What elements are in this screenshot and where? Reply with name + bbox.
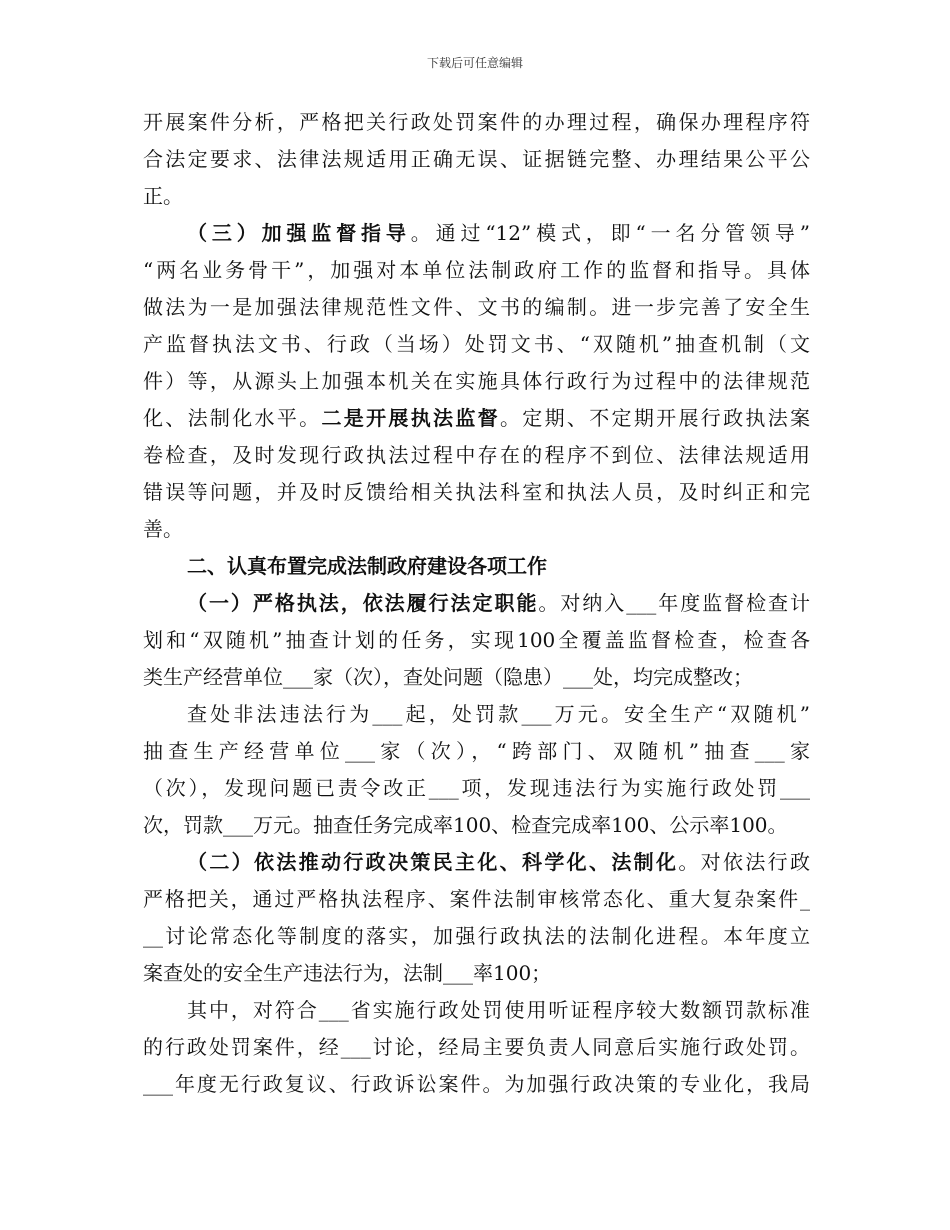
body-text: 件）等，从源头上加强本机关在实施具体行政行为过程中的法律规范 [143, 369, 810, 393]
body-text: 划和“双随机”抽查计划的任务，实现100全覆盖监督检查，检查各 [143, 628, 810, 652]
text-line [143, 400, 810, 437]
text-line [143, 733, 810, 770]
body-text: 其中，对符合___省实施行政处罚使用听证程序较大数额罚款标准 [187, 998, 810, 1022]
body-text: （次），发现问题已责令改正___项，发现违法行为实施行政处罚___ [143, 776, 810, 800]
body-text: 二、认真布置完成法制政府建设各项工作 [187, 554, 547, 578]
text-line [143, 1066, 810, 1103]
text-line [143, 992, 810, 1029]
text-line [143, 770, 810, 807]
body-text: 案查处的安全生产违法行为，法制___率100； [143, 961, 552, 985]
body-text: 化、法制化水平。 [143, 406, 322, 430]
text-line [143, 807, 810, 844]
body-text: ___年度无行政复议、行政诉讼案件。为加强行政决策的专业化，我局 [143, 1072, 810, 1096]
body-text: 。对纳入___年度监督检查计 [538, 591, 811, 615]
body-text: 严格把关，通过严格执法程序、案件法制审核常态化、重大复杂案件_ [143, 887, 810, 911]
body-text: 做法为一是加强法律规范性文件、文书的编制。进一步完善了安全生 [143, 295, 810, 319]
bold-heading-text: 二是开展执法监督 [321, 406, 500, 430]
text-line [143, 659, 810, 696]
bold-heading-text: （三）加强监督指导 [187, 221, 411, 245]
text-line [143, 918, 810, 955]
text-line [143, 696, 810, 733]
body-text: 错误等问题，并及时反馈给相关执法科室和执法人员，及时纠正和完 [143, 480, 810, 504]
text-line [143, 474, 810, 511]
text-line [143, 141, 810, 178]
text-line [143, 1029, 810, 1066]
body-text: __讨论常态化等制度的落实，加强行政执法的法制化进程。本年度立 [143, 924, 810, 948]
body-text: 次，罚款___万元。抽查任务完成率100、检查完成率100、公示率100。 [143, 813, 788, 837]
document-body [143, 104, 810, 1103]
body-text: “两名业务骨干”，加强对本单位法制政府工作的监督和指导。具体 [143, 258, 810, 282]
text-line [143, 622, 810, 659]
text-line [143, 215, 810, 252]
body-text: 开展案件分析，严格把关行政处罚案件的办理过程，确保办理程序符 [143, 110, 810, 134]
text-line [143, 844, 810, 881]
body-text: 卷检查，及时发现行政执法过程中存在的程序不到位、法律法规适用 [143, 443, 810, 467]
text-line [143, 585, 810, 622]
text-line [143, 326, 810, 363]
page-header-note: 下载后可任意编辑 [426, 56, 523, 70]
text-line [143, 955, 810, 992]
bold-heading-text: （一）严格执法，依法履行法定职能 [187, 591, 539, 615]
text-line [143, 511, 810, 548]
bold-heading-text: （二）依法推动行政决策民主化、科学化、法制化 [187, 850, 679, 874]
body-text: 产监督执法文书、行政（当场）处罚文书、“双随机”抽查机制（文 [143, 332, 810, 356]
body-text: 。通过“12”模式，即“一名分管领导” [410, 221, 810, 245]
text-line [143, 252, 810, 289]
body-text: 合法定要求、法律法规适用正确无误、证据链完整、办理结果公平公 [143, 147, 810, 171]
body-text: 抽查生产经营单位___家（次），“跨部门、双随机”抽查___家 [143, 739, 810, 763]
text-line [143, 881, 810, 918]
text-line [143, 548, 810, 585]
body-text: 。对依法行政 [678, 850, 811, 874]
text-line [143, 104, 810, 141]
body-text: 善。 [143, 517, 183, 541]
text-line [143, 178, 810, 215]
body-text: 类生产经营单位___家（次），查处问题（隐患）___处，均完成整改； [143, 665, 753, 689]
body-text: 查处非法违法行为___起，处罚款___万元。安全生产“双随机” [187, 702, 810, 726]
body-text: 。定期、不定期开展行政执法案 [499, 406, 811, 430]
text-line [143, 363, 810, 400]
text-line [143, 289, 810, 326]
text-line [143, 437, 810, 474]
body-text: 正。 [143, 184, 183, 208]
body-text: 的行政处罚案件，经___讨论，经局主要负责人同意后实施行政处罚。 [143, 1035, 810, 1059]
